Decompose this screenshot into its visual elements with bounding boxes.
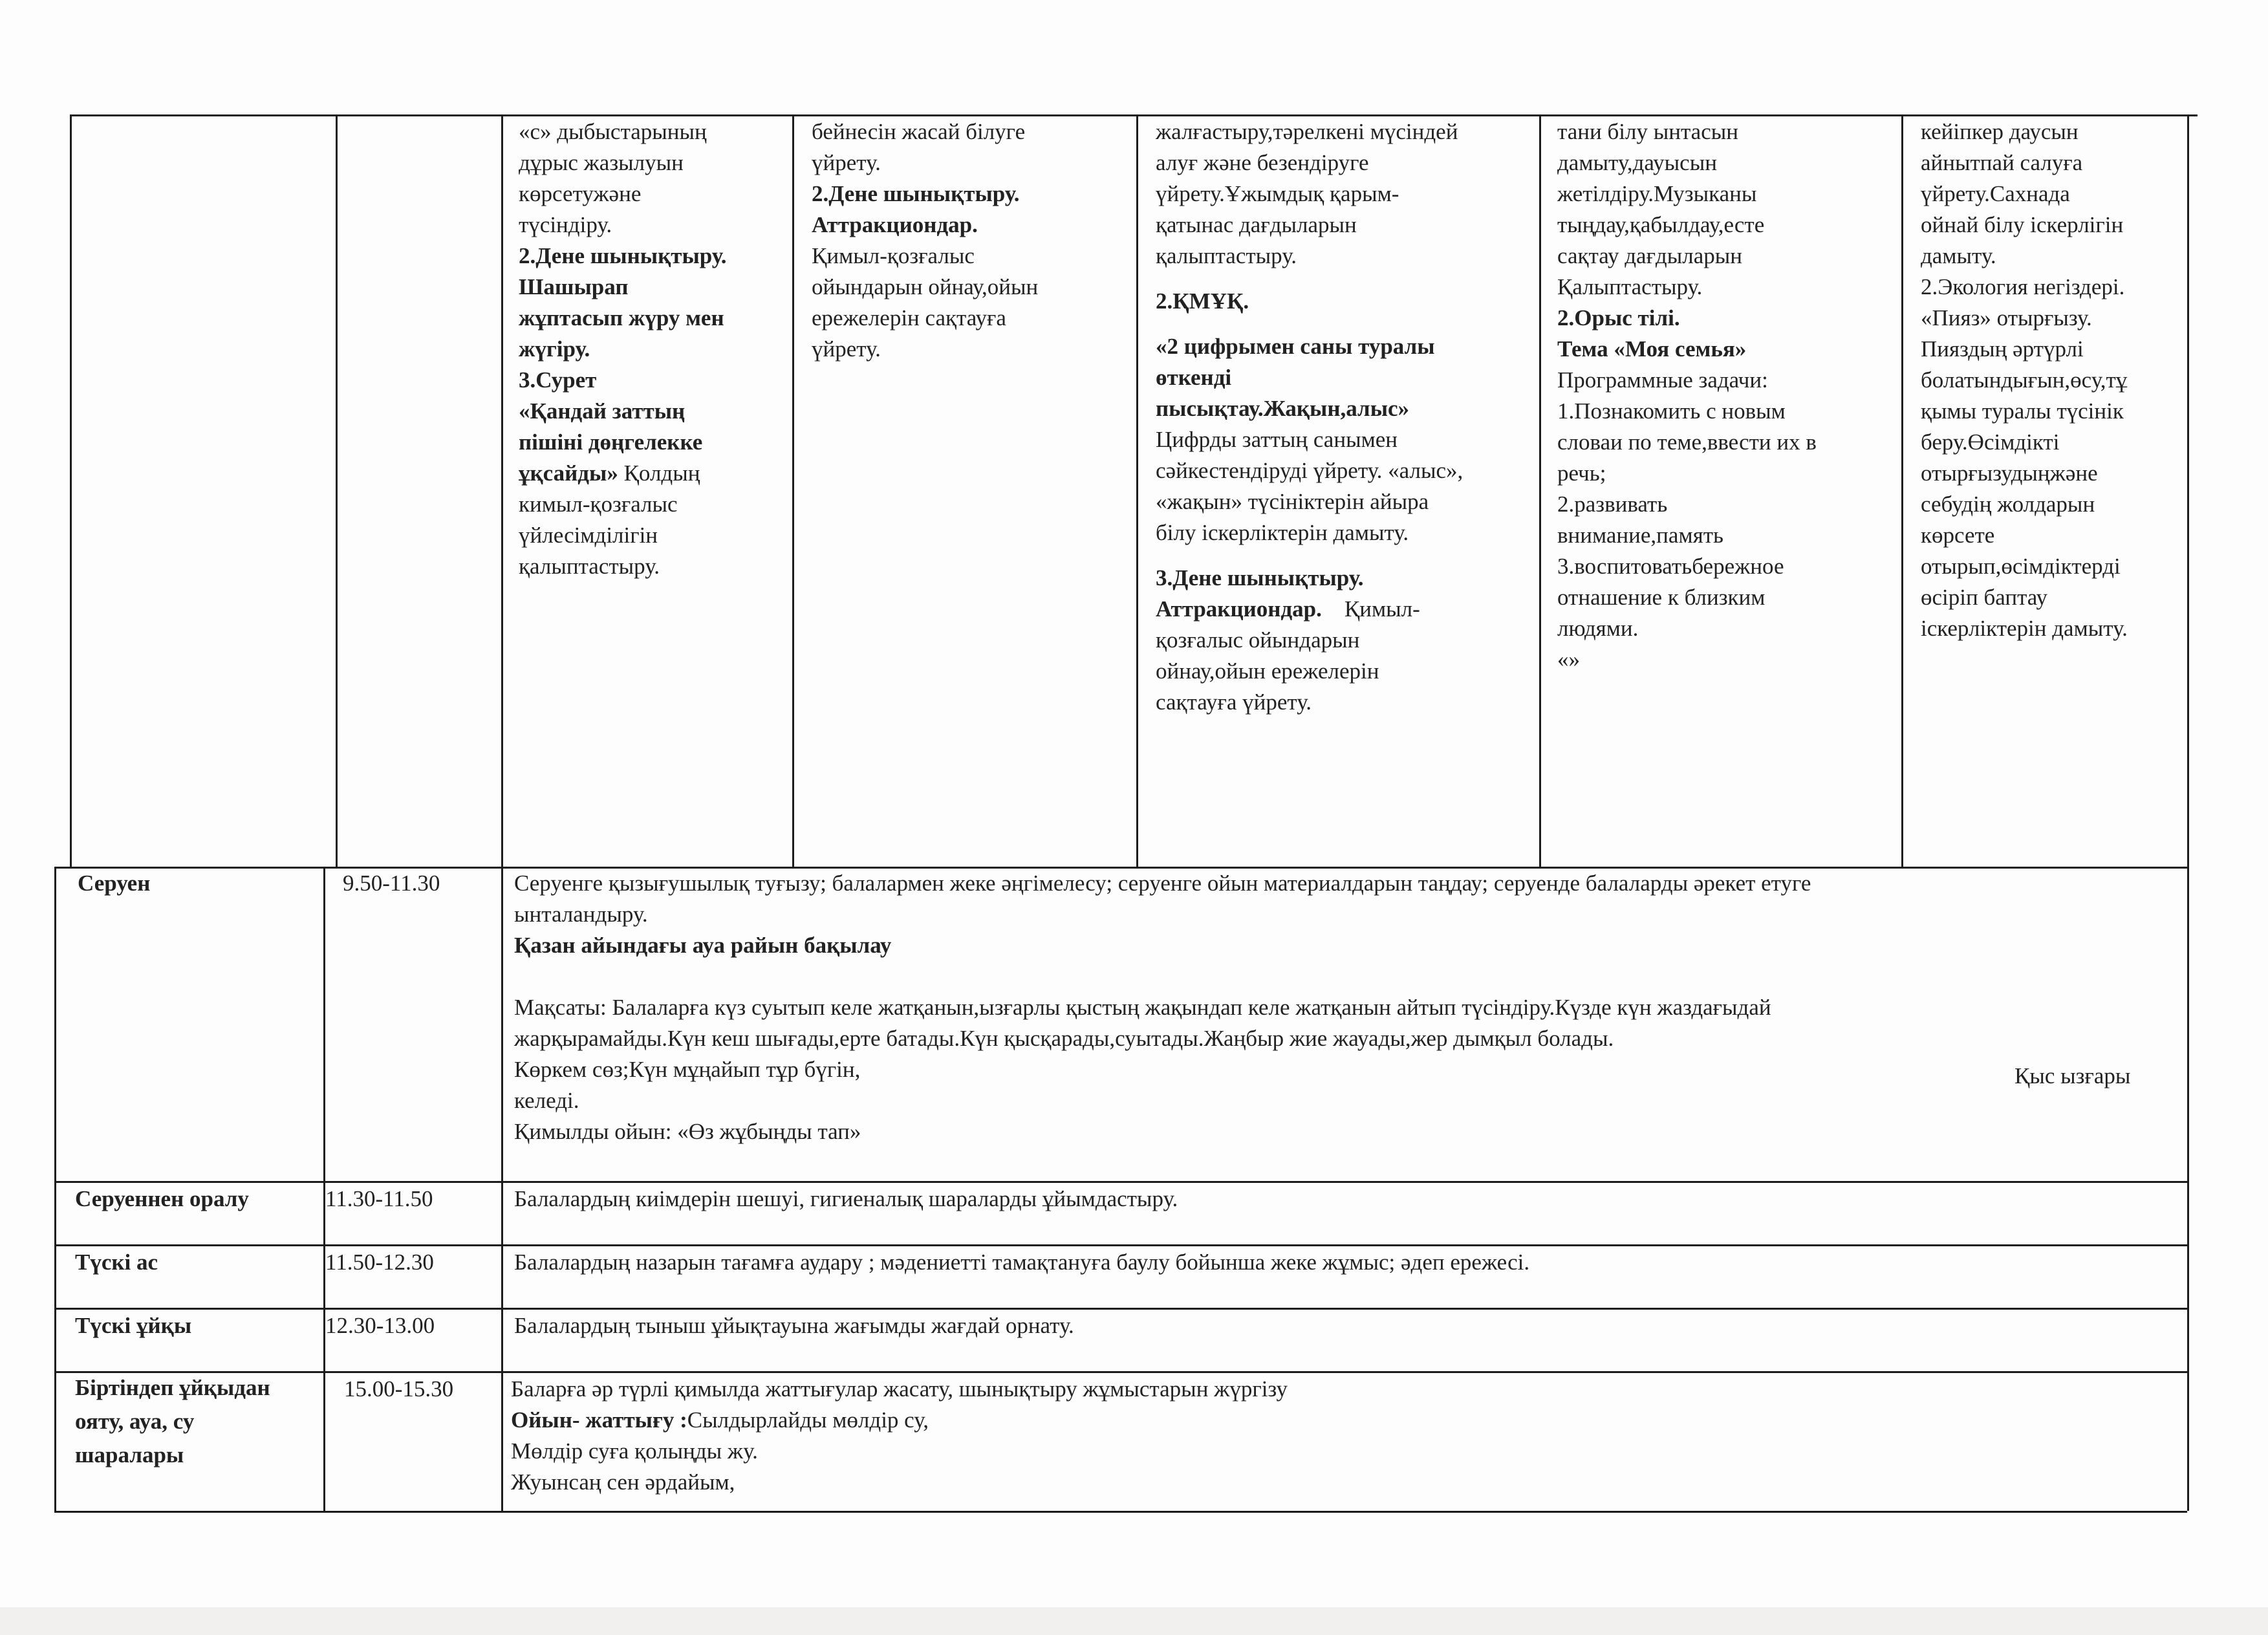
- cell-text-line: [812, 303, 1132, 334]
- cell-text-line: [1557, 303, 1897, 334]
- cell-text-line: [812, 272, 1132, 303]
- seruen-poem-left: Көркем сөз;Күн мұңайып тұр бүгін,: [514, 1057, 861, 1082]
- cell-text: жүгіру.: [519, 336, 590, 362]
- activity-column-5: [1921, 116, 2183, 644]
- seruen-goal: Мақсаты: Балаларға күз суытып келе жатқанын,ызғарлы қыстың жақындап келе жатқанын айтып түсіндіру.Күзде күн жаздағыдай: [514, 995, 1771, 1020]
- wake-line: Баларға әр түрлі қимылда жаттығулар жасату, шынықтыру жұмыстарын жүргізу: [511, 1376, 1288, 1402]
- cell-text-line: [519, 396, 787, 427]
- cell-text: өсіріп баптау: [1921, 585, 2048, 610]
- cell-text-line: [519, 210, 787, 241]
- cell-text: 3.Сурет: [519, 367, 597, 393]
- cell-text: 2.развивать: [1557, 492, 1668, 517]
- cell-text: жұптасып жүру мен: [519, 305, 724, 330]
- cell-text-line: [812, 210, 1132, 241]
- cell-text-line: [1156, 594, 1537, 625]
- wake-game-text: Сылдырлайды мөлдір су,: [687, 1407, 929, 1433]
- row-activity-seruen: [514, 868, 2176, 1147]
- cell-text: өткенді: [1156, 365, 1232, 390]
- cell-text: Тема «Моя семья»: [1557, 336, 1747, 362]
- cell-text: үйлесімділігін: [519, 523, 658, 548]
- cell-text: отнашение к близким: [1557, 585, 1766, 610]
- wake-line: Мөлдір суға қолыңды жу.: [511, 1438, 758, 1464]
- cell-text-line: [1921, 520, 2183, 551]
- cell-text-line: [1557, 551, 1897, 582]
- row-label-wake: [75, 1371, 270, 1472]
- cell-text: 2.ҚМҰҚ.: [1156, 288, 1249, 314]
- cell-text: 2.Дене шынықтыру.: [812, 181, 1020, 206]
- activity-column-2: [812, 116, 1132, 365]
- cell-text: көрсете: [1921, 523, 1995, 548]
- cell-text-line: [519, 116, 787, 147]
- cell-text: қымы туралы түсінік: [1921, 398, 2124, 424]
- cell-text: беру.Өсімдікті: [1921, 429, 2060, 455]
- col-border: [336, 114, 338, 867]
- cell-text: «с» дыбыстарының: [519, 119, 707, 144]
- cell-text: внимание,память: [1557, 523, 1723, 548]
- row-activity-nap: Балалардың тыныш ұйықтауына жағымды жағдай орнату.: [514, 1313, 1074, 1338]
- cell-text: сәйкестендіруді үйрету. «алыс»,: [1156, 458, 1463, 483]
- cell-text: пішіні дөңгелекке: [519, 429, 703, 455]
- cell-text-line: [1921, 334, 2183, 365]
- cell-text: дамыту.: [1921, 243, 1996, 268]
- row-label-lunch: Түскі ас: [75, 1250, 158, 1275]
- cell-text: ойындарын ойнау,ойын: [812, 274, 1039, 299]
- cell-text-line: [519, 241, 787, 272]
- cell-text: алуғ және безендіруге: [1156, 150, 1369, 175]
- cell-text-line: [1557, 179, 1897, 210]
- cell-text-line: [1921, 303, 2183, 334]
- seruen-poem: келеді.: [514, 1088, 579, 1113]
- cell-text: «Қандай заттың: [519, 398, 686, 424]
- cell-text-line: [1921, 179, 2183, 210]
- cell-text-line: [1557, 241, 1897, 272]
- cell-text-line: [1156, 147, 1537, 179]
- cell-text-line: [519, 334, 787, 365]
- spacer: [1156, 548, 1537, 563]
- col-border: [792, 114, 794, 867]
- cell-text-line: [812, 241, 1132, 272]
- cell-text-line: [812, 179, 1132, 210]
- cell-text-line: [1557, 365, 1897, 396]
- cell-text: отырғызудыңжәне: [1921, 460, 2098, 486]
- cell-text: себудің жолдарын: [1921, 492, 2095, 517]
- row-time-nap: 12.30-13.00: [325, 1313, 435, 1338]
- cell-text: 3.Дене шынықтыру.: [1156, 565, 1364, 590]
- cell-text: іскерліктерін дамыту.: [1921, 616, 2128, 641]
- cell-text-line: [1156, 331, 1537, 362]
- cell-text: сақтау дағдыларын: [1557, 243, 1742, 268]
- cell-text: дамыту,дауысын: [1557, 150, 1717, 175]
- cell-text-line: [1557, 458, 1897, 489]
- cell-text-line: [1921, 582, 2183, 613]
- row-border: [54, 1371, 2187, 1373]
- row-activity-lunch: Балалардың назарын тағамға аудару ; мәдениетті тамақтануға баулу бойынша жеке жұмыс; әдеп ережесі.: [514, 1250, 1530, 1275]
- cell-text: үйрету.: [812, 336, 881, 362]
- cell-text: ойнау,ойын ережелерін: [1156, 658, 1379, 684]
- cell-text-line: [1156, 656, 1537, 687]
- cell-text-line: [1921, 272, 2183, 303]
- cell-text: кимыл-қозғалыс: [519, 492, 678, 517]
- col-border: [1539, 114, 1541, 867]
- cell-text-line: [1156, 625, 1537, 656]
- cell-text: 2.Экология негіздері.: [1921, 274, 2125, 299]
- activity-column-3: [1156, 116, 1537, 718]
- row-time-seruen: 9.50-11.30: [343, 871, 440, 896]
- seruen-poem-right: Қыс ызғары: [2014, 1063, 2131, 1088]
- cell-text: Қимыл-: [1321, 596, 1420, 622]
- wake-game-title: Ойын- жаттығу :: [511, 1407, 687, 1433]
- cell-text-line: [1921, 551, 2183, 582]
- cell-text-line: [1557, 210, 1897, 241]
- cell-text-line: [519, 551, 787, 582]
- row-border: [54, 1511, 2187, 1513]
- cell-text-line: [1921, 210, 2183, 241]
- row-border: [54, 1181, 2187, 1183]
- cell-text: түсіндіру.: [519, 212, 612, 237]
- cell-text: отырып,өсімдіктерді: [1921, 554, 2121, 579]
- row-time-lunch: 11.50-12.30: [325, 1250, 434, 1275]
- row-time-wake: 15.00-15.30: [344, 1376, 454, 1402]
- cell-text: 1.Познакомить с новым: [1557, 398, 1786, 424]
- cell-text: қатынас дағдыларын: [1156, 212, 1357, 237]
- cell-text: тыңдау,қабылдау,есте: [1557, 212, 1765, 237]
- cell-text: Қолдың: [618, 460, 700, 486]
- cell-text-line: [1156, 455, 1537, 486]
- cell-text-line: [1921, 116, 2183, 147]
- cell-text-line: [1921, 147, 2183, 179]
- col-border: [501, 114, 503, 1511]
- cell-text: көрсетужәне: [519, 181, 642, 206]
- cell-text: ойнай білу іскерлігін: [1921, 212, 2124, 237]
- page-bottom-edge: [0, 1607, 2268, 1635]
- cell-text: 3.воспитоватьбережное: [1557, 554, 1784, 579]
- wake-game: [511, 1405, 2173, 1436]
- cell-text-line: [519, 147, 787, 179]
- cell-text-line: [1156, 517, 1537, 548]
- cell-text-line: [1557, 520, 1897, 551]
- cell-text: қалыптастыру.: [1156, 243, 1297, 268]
- cell-text: қалыптастыру.: [519, 554, 660, 579]
- activity-column-4: [1557, 116, 1897, 675]
- cell-text: «»: [1557, 647, 1580, 672]
- cell-text: айнытпай салуға: [1921, 150, 2083, 175]
- col-border: [1901, 114, 1903, 867]
- cell-text-line: [1921, 489, 2183, 520]
- cell-text-line: [1156, 286, 1537, 317]
- cell-text: Аттракциондар.: [812, 212, 978, 237]
- seruen-line: ынталандыру.: [514, 902, 648, 927]
- wake-label-line: Біртіндеп ұйқыдан: [75, 1375, 270, 1400]
- cell-text: үйрету.Сахнада: [1921, 181, 2070, 206]
- cell-text-line: [1156, 563, 1537, 594]
- col-border: [2187, 114, 2189, 1511]
- cell-text-line: [1557, 582, 1897, 613]
- cell-text: Шашырап: [519, 274, 629, 299]
- cell-text: пысықтау.Жақын,алыс»: [1156, 396, 1410, 421]
- cell-text-line: [1921, 427, 2183, 458]
- cell-text-line: [519, 427, 787, 458]
- cell-text-line: [519, 179, 787, 210]
- row-border: [54, 1308, 2187, 1310]
- col-border: [54, 867, 56, 1511]
- cell-text-line: [812, 147, 1132, 179]
- wake-label-line: шаралары: [75, 1442, 184, 1467]
- col-border: [1136, 114, 1138, 867]
- cell-text-line: [1921, 396, 2183, 427]
- cell-text-line: [1921, 613, 2183, 644]
- wake-line: Жуынсаң сен әрдайым,: [511, 1469, 735, 1495]
- cell-text-line: [1557, 613, 1897, 644]
- cell-text: Қалыптастыру.: [1557, 274, 1703, 299]
- cell-text-line: [1921, 458, 2183, 489]
- cell-text-line: [1156, 210, 1537, 241]
- cell-text: Пияздың әртүрлі: [1921, 336, 2084, 362]
- cell-text-line: [1156, 687, 1537, 718]
- cell-text-line: [519, 489, 787, 520]
- cell-text-line: [812, 334, 1132, 365]
- cell-text: людями.: [1557, 616, 1639, 641]
- row-border: [54, 1244, 2187, 1246]
- cell-text-line: [1557, 272, 1897, 303]
- row-label-return: Серуеннен оралу: [75, 1186, 249, 1211]
- cell-text-line: [1156, 393, 1537, 424]
- cell-text-line: [1921, 241, 2183, 272]
- cell-text: білу іскерліктерін дамыту.: [1156, 520, 1409, 545]
- cell-text: үйрету.Ұжымдық қарым-: [1156, 181, 1399, 206]
- cell-text-line: [1557, 116, 1897, 147]
- cell-text-line: [519, 272, 787, 303]
- cell-text-line: [1156, 116, 1537, 147]
- cell-text-line: [519, 520, 787, 551]
- cell-text: сақтауға үйрету.: [1156, 689, 1312, 715]
- wake-label-line: ояту, ауа, су: [75, 1409, 195, 1434]
- cell-text: 2.Орыс тілі.: [1557, 305, 1680, 330]
- row-label-seruen: Серуен: [78, 871, 151, 896]
- row-time-return: 11.30-11.50: [325, 1186, 433, 1211]
- cell-text: тани білу ынтасын: [1557, 119, 1738, 144]
- cell-text-line: [1156, 179, 1537, 210]
- cell-text: речь;: [1557, 460, 1606, 486]
- row-activity-wake: [511, 1374, 2173, 1498]
- cell-text: ережелерін сақтауға: [812, 305, 1006, 330]
- cell-text: қозғалыс ойындарын: [1156, 627, 1360, 653]
- cell-text-line: [1921, 365, 2183, 396]
- cell-text: словаи по теме,ввести их в: [1557, 429, 1817, 455]
- cell-text-line: [519, 458, 787, 489]
- cell-text-line: [1557, 427, 1897, 458]
- cell-text: 2.Дене шынықтыру.: [519, 243, 727, 268]
- cell-text: Программные задачи:: [1557, 367, 1768, 393]
- col-border: [70, 114, 72, 867]
- cell-text: «2 цифрымен саны туралы: [1156, 334, 1435, 359]
- seruen-line: Серуенге қызығушылық туғызу; балалармен жеке әңгімелесу; серуенге ойын материалдарын таңдау; серуенде балаларды әрекет етуге: [514, 871, 1811, 896]
- cell-text: ұқсайды»: [519, 460, 618, 486]
- seruen-poem: [514, 1054, 2176, 1088]
- cell-text-line: [812, 116, 1132, 147]
- seruen-game: Қимылды ойын: «Өз жұбыңды тап»: [514, 1119, 861, 1144]
- row-label-nap: Түскі ұйқы: [75, 1313, 192, 1338]
- cell-text: Аттракциондар.: [1156, 596, 1322, 622]
- cell-text-line: [519, 365, 787, 396]
- cell-text-line: [1156, 486, 1537, 517]
- cell-text: болатындығын,өсу,тұ: [1921, 367, 2128, 393]
- cell-text: «жақын» түсініктерін айыра: [1156, 489, 1429, 514]
- cell-text: жалғастыру,тәрелкені мүсіндей: [1156, 119, 1458, 144]
- cell-text: «Пияз» отырғызу.: [1921, 305, 2092, 330]
- cell-text-line: [1557, 489, 1897, 520]
- cell-text: жетілдіру.Музыканы: [1557, 181, 1757, 206]
- cell-text: үйрету.: [812, 150, 881, 175]
- spacer: [1156, 317, 1537, 331]
- cell-text: Цифрды заттың санымен: [1156, 427, 1398, 452]
- cell-text-line: [1156, 241, 1537, 272]
- spacer: [1156, 272, 1537, 286]
- cell-text-line: [519, 303, 787, 334]
- cell-text-line: [1557, 644, 1897, 675]
- seruen-goal: жарқырамайды.Күн кеш шығады,ерте батады.Күн қысқарады,суытады.Жаңбыр жие жауады,жер дымқыл болады.: [514, 1026, 1614, 1051]
- cell-text-line: [1156, 362, 1537, 393]
- cell-text: бейнесін жасай білуге: [812, 119, 1026, 144]
- cell-text: Қимыл-қозғалыс: [812, 243, 975, 268]
- cell-text-line: [1557, 396, 1897, 427]
- row-activity-return: Балалардың киімдерін шешуі, гигиеналық шараларды ұйымдастыру.: [514, 1186, 1178, 1211]
- cell-text-line: [1557, 147, 1897, 179]
- cell-text-line: [1557, 334, 1897, 365]
- cell-text: кейіпкер даусын: [1921, 119, 2079, 144]
- activity-column-1: [519, 116, 787, 582]
- cell-text: дұрыс жазылуын: [519, 150, 684, 175]
- seruen-heading: Қазан айындағы ауа райын бақылау: [514, 933, 892, 958]
- cell-text-line: [1156, 424, 1537, 455]
